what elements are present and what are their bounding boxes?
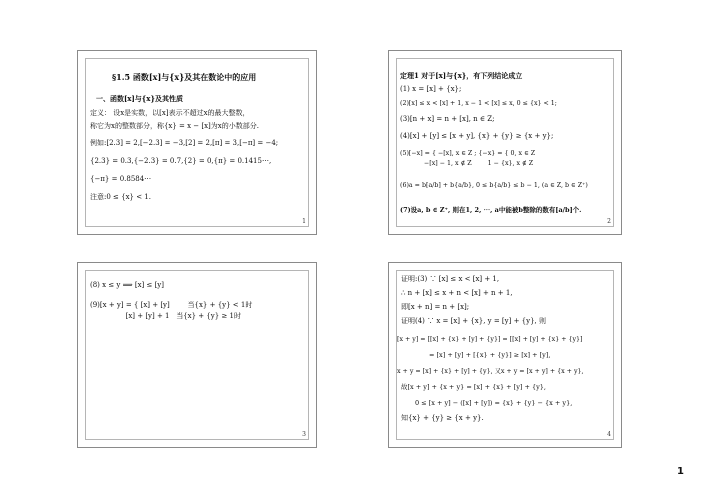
proof-4-line-6: 0 ≤ [x + y] − ([x] + [y]) = {x} + {y} − {x + y},	[415, 399, 573, 407]
example-line-1: 例如:[2.3] = 2,[−2.3] = −3,[2] = 2,[π] = 3,[−π] = −4;	[90, 139, 279, 147]
property-8: (8) x ≤ y ⟹ [x] ≤ [y]	[90, 281, 164, 289]
proof-4-line-1: 证明(4) ∵ x = [x] + {x}, y = [y] + {y}, 则	[401, 317, 546, 325]
proof-4-line-4: x + y = [x] + {x} + [y] + {y}, 又x + y = [x + y] + {x + y},	[397, 368, 584, 375]
theorem-heading: 定理1 对于[x]与{x}，有下列结论成立	[400, 71, 523, 80]
property-3: (3)[n + x] = n + [x], n ∈ Z;	[400, 115, 495, 123]
property-5-row-2: −[x] − 1, x ∉ Z 1 − {x}, x ∉ Z	[400, 160, 534, 167]
property-9-row-2: [x] + [y] + 1 当{x} + {y} ≥ 1时	[90, 312, 241, 320]
proof-4-line-7: 知{x} + {y} ≥ {x + y}.	[401, 414, 484, 422]
proof-4-line-5: 故[x + y] + {x + y} = [x] + {x} + [y] + {y},	[401, 383, 546, 391]
proof-3-line-1: 证明:(3) ∵ [x] ≤ x < [x] + 1,	[401, 275, 500, 283]
property-9-row-1: (9)[x + y] = { [x] + [y] 当{x} + {y} < 1时	[90, 301, 253, 309]
slide-2-page-number: 2	[607, 218, 611, 225]
property-5-row-1: (5)[−x] = { −[x], x ∈ Z ; {−x} = { 0, x ∈ Z	[400, 150, 536, 157]
example-line-3: {−π} = 0.8584⋯	[90, 175, 152, 183]
slide-2-frame	[396, 58, 614, 227]
slide-2	[388, 50, 622, 235]
proof-3-line-3: 即[x + n] = n + [x];	[401, 303, 470, 311]
proof-3-line-2: ∴ n + [x] ≤ x + n < [x] + n + 1,	[401, 289, 513, 297]
example-line-2: {2.3} = 0.3,{−2.3} = 0.7,{2} = 0,{π} = 0.1415⋯,	[90, 157, 272, 165]
note-line: 注意:0 ≤ {x} < 1.	[90, 193, 151, 201]
slide-4	[388, 262, 622, 448]
definition-line-1: 定义： 设x是实数，以[x]表示不超过x的最大整数，	[90, 109, 250, 117]
slide-1	[77, 50, 317, 235]
slide-3-page-number: 3	[302, 431, 306, 438]
slide-3-frame	[85, 270, 309, 440]
slide-1-title: §1.5 函数[x]与{x}及其在数论中的应用	[112, 72, 257, 82]
definition-line-2: 称它为x的整数部分，称{x} = x − [x]为x的小数部分.	[90, 122, 259, 130]
section-heading: 一、函数[x]与{x}及其性质	[96, 94, 183, 103]
slide-4-page-number: 4	[607, 431, 611, 438]
property-4: (4)[x] + [y] ≤ [x + y], {x} + {y} ≥ {x + y};	[400, 132, 554, 140]
slide-3	[77, 262, 317, 448]
proof-4-line-2: [x + y] = [[x] + {x} + [y] + {y}] = [[x] + [y] + {x} + {y}]	[397, 336, 583, 343]
slide-1-page-number: 1	[302, 218, 306, 225]
proof-4-line-3: = [x] + [y] + [{x} + {y}] ≥ [x] + [y],	[429, 351, 551, 359]
property-7: (7)设a, b ∈ Z⁺, 则在1, 2, ⋯, a中能被b整除的数有[a/b]个.	[400, 206, 582, 214]
property-1: (1) x = [x] + {x};	[400, 85, 462, 93]
document-page-number: 1	[677, 466, 684, 477]
property-6: (6)a = b[a/b] + b{a/b}, 0 ≤ b{a/b} ≤ b − 1, (a ∈ Z, b ∈ Z⁺)	[400, 182, 588, 189]
property-2: (2)[x] ≤ x < [x] + 1, x − 1 < [x] ≤ x, 0 ≤ {x} < 1;	[400, 100, 557, 107]
